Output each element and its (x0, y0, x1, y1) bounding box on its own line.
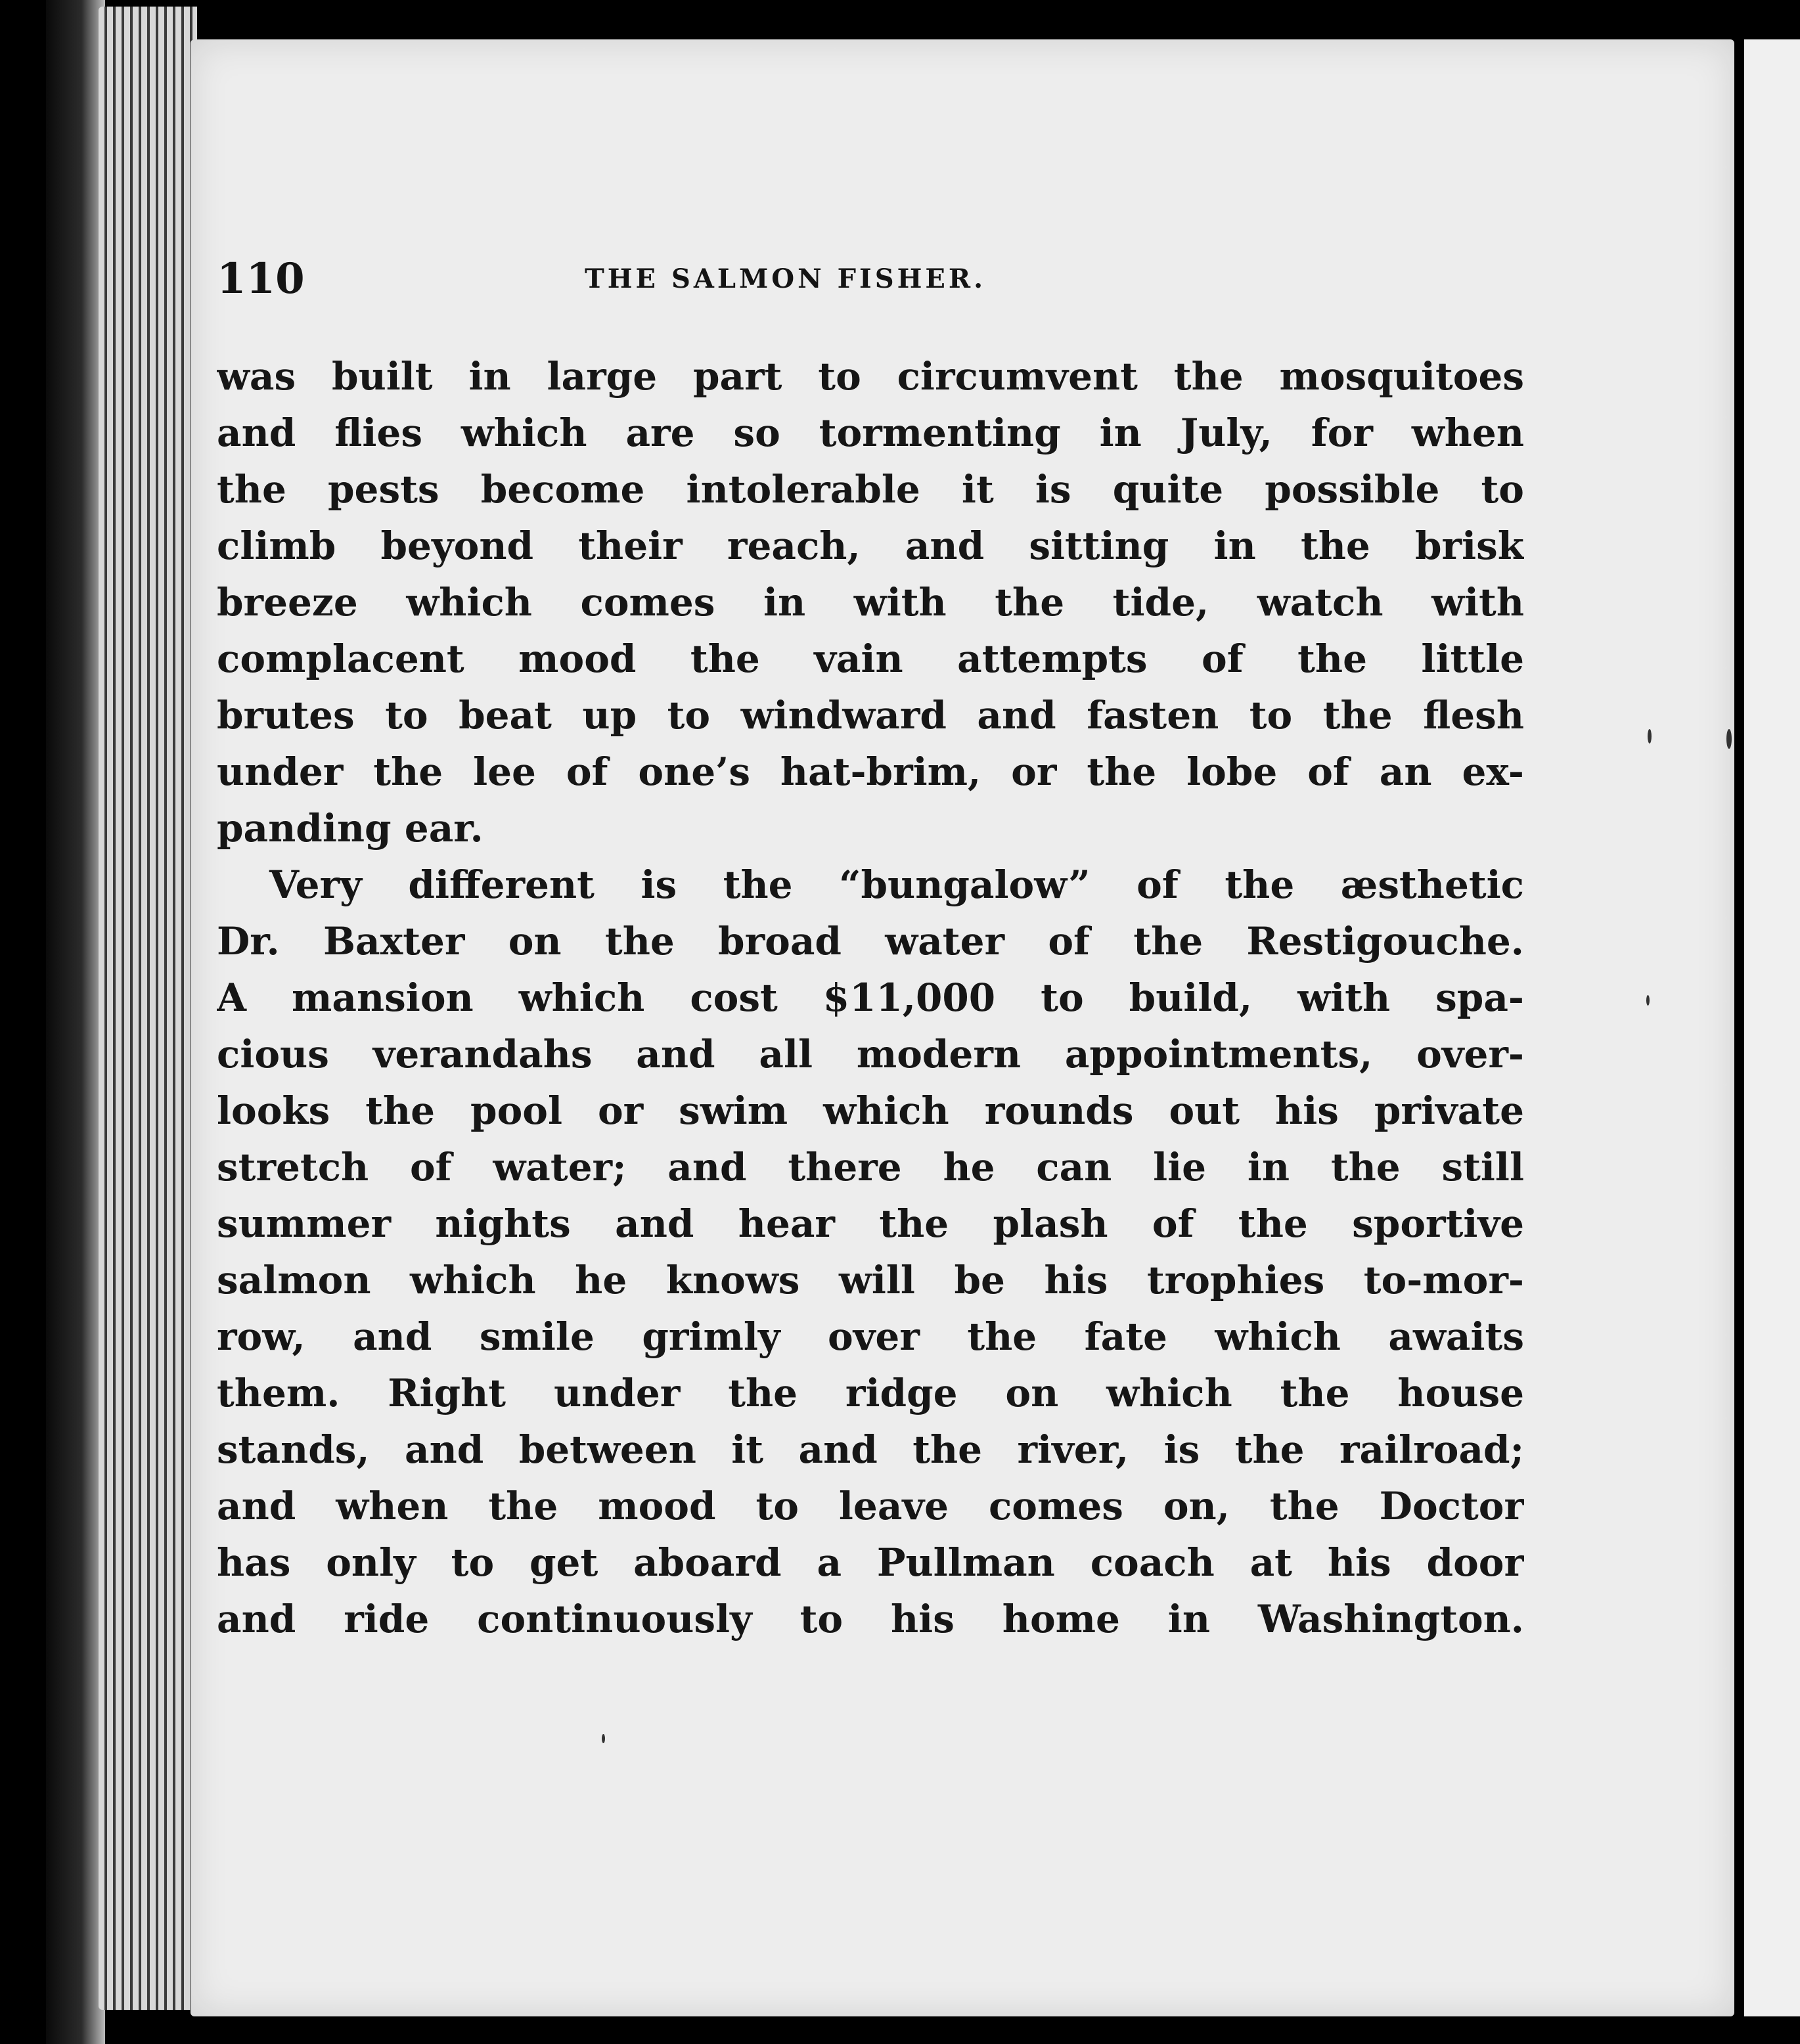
running-head: THE SALMON FISHER. (585, 263, 987, 294)
ink-speck (1646, 995, 1650, 1006)
text-line: under the lee of one’s hat-brim, or the lobe of an ex- (217, 749, 1524, 794)
text-line: was built in large part to circumvent the mosquitoes (217, 354, 1524, 399)
text-line: and when the mood to leave comes on, the Doctor (217, 1484, 1524, 1528)
book-spine-shadow (46, 0, 105, 2044)
ink-speck (1648, 729, 1652, 744)
paragraph (217, 348, 1524, 856)
text-line: them. Right under the ridge on which the house (217, 1371, 1524, 1415)
facing-page-edge (1744, 39, 1800, 2016)
text-line: complacent mood the vain attempts of the little (217, 636, 1524, 681)
text-line: stretch of water; and there he can lie in the still (217, 1145, 1524, 1189)
text-line: and ride continuously to his home in Washington. (217, 1597, 1524, 1641)
text-line: salmon which he knows will be his trophies to-mor- (217, 1258, 1524, 1302)
page-edges (99, 7, 197, 2010)
text-line: breeze which comes in with the tide, watch with (217, 580, 1524, 625)
text-line: Dr. Baxter on the broad water of the Restigouche. (217, 919, 1524, 964)
text-line: A mansion which cost $11,000 to build, with spa- (217, 975, 1524, 1020)
page-header (217, 243, 1524, 315)
text-line: cious verandahs and all modern appointments, over- (217, 1032, 1524, 1077)
body-text (217, 348, 1524, 1647)
text-line: has only to get aboard a Pullman coach at his door (217, 1540, 1524, 1585)
text-line: stands, and between it and the river, is the railroad; (217, 1427, 1524, 1472)
ink-speck (1726, 729, 1732, 749)
text-line: climb beyond their reach, and sitting in the brisk (217, 523, 1524, 568)
text-line: summer nights and hear the plash of the sportive (217, 1201, 1524, 1246)
text-line: and flies which are so tormenting in July, for when (217, 411, 1524, 455)
text-line: the pests become intolerable it is quite possible to (217, 467, 1524, 512)
page-number: 110 (217, 254, 305, 303)
text-line: row, and smile grimly over the fate which awaits (217, 1314, 1524, 1359)
paragraph (217, 856, 1524, 1647)
text-line: panding ear. (217, 806, 484, 851)
text-line: Very different is the “bungalow” of the æsthetic (269, 862, 1524, 907)
text-line: looks the pool or swim which rounds out his private (217, 1088, 1524, 1133)
text-line: brutes to beat up to windward and fasten to the flesh (217, 693, 1524, 738)
ink-speck (602, 1734, 605, 1743)
